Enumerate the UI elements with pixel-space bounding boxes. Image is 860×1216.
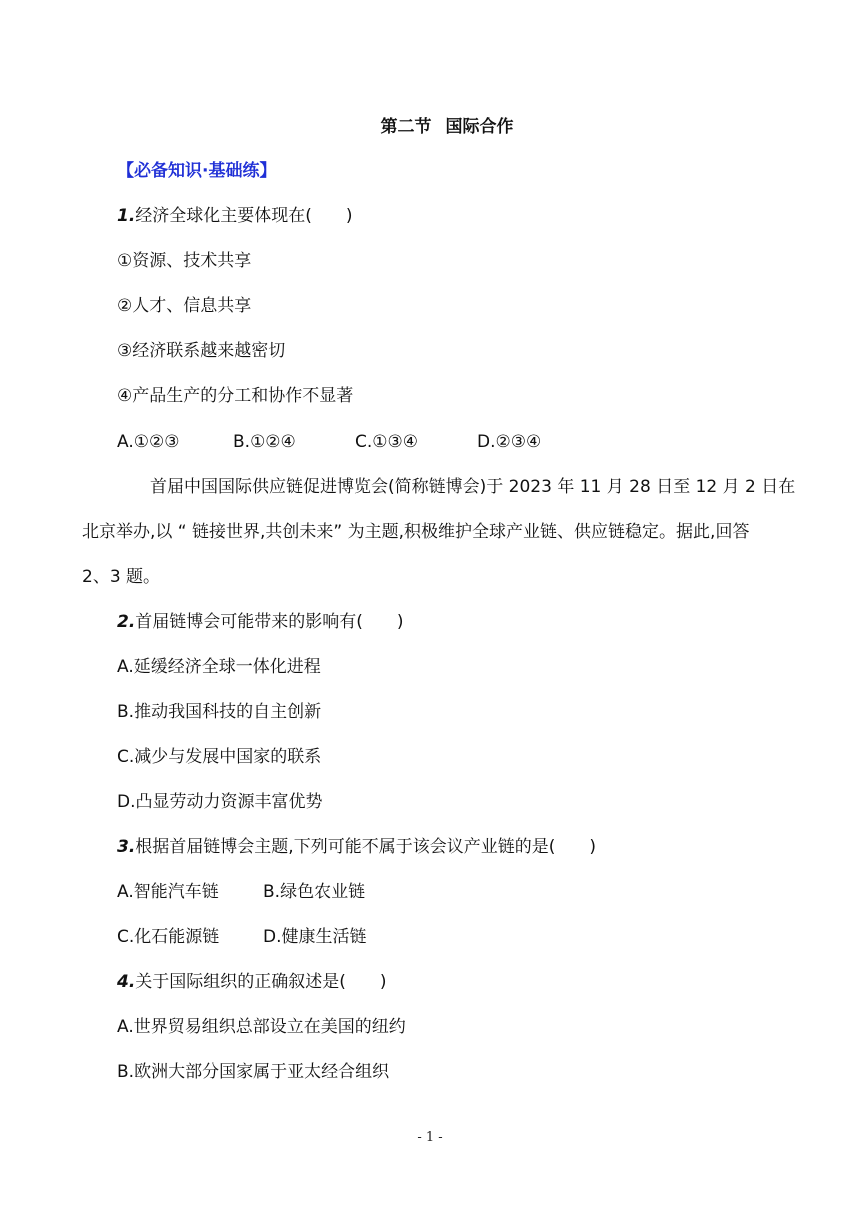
question-3-option-d: D.健康生活链 <box>263 927 367 947</box>
question-2-number: 2. <box>117 612 136 632</box>
question-1-item-1: ①资源、技术共享 <box>117 251 252 271</box>
question-1 <box>117 205 353 227</box>
question-1-item-2: ②人才、信息共享 <box>117 296 252 316</box>
question-4 <box>117 971 387 993</box>
passage-line-1: 首届中国国际供应链促进博览会(简称链博会)于 2023 年 11 月 28 日至 12 月 2 日在 <box>150 477 796 497</box>
question-1-option-a: A.①②③ <box>117 432 180 452</box>
question-3-options-row-2 <box>117 926 367 948</box>
question-1-stem: 经济全球化主要体现在( ) <box>135 206 353 226</box>
question-1-option-c: C.①③④ <box>355 432 418 452</box>
question-3-option-a: A.智能汽车链 <box>117 882 219 902</box>
section-label: 【必备知识·基础练】 <box>117 161 277 181</box>
question-2-stem: 首届链博会可能带来的影响有( ) <box>135 612 404 632</box>
passage-line-3: 2、3 题。 <box>82 567 161 587</box>
question-1-option-d: D.②③④ <box>477 432 542 452</box>
question-4-number: 4. <box>117 972 136 992</box>
question-3-option-c: C.化石能源链 <box>117 927 220 947</box>
question-2-option-d: D.凸显劳动力资源丰富优势 <box>117 792 323 812</box>
question-4-stem: 关于国际组织的正确叙述是( ) <box>135 972 387 992</box>
passage-line-2: 北京举办,以 “ 链接世界,共创未来” 为主题,积极维护全球产业链、供应链稳定。据此,回答 <box>82 522 750 542</box>
question-1-number: 1. <box>117 206 136 226</box>
question-4-option-a: A.世界贸易组织总部设立在美国的纽约 <box>117 1017 406 1037</box>
title-text: 国际合作 <box>445 117 514 137</box>
question-4-option-b: B.欧洲大部分国家属于亚太经合组织 <box>117 1062 390 1082</box>
question-2 <box>117 611 404 633</box>
question-2-option-b: B.推动我国科技的自主创新 <box>117 702 322 722</box>
question-1-options <box>117 431 541 453</box>
question-2-option-c: C.减少与发展中国家的联系 <box>117 747 322 767</box>
question-3 <box>117 836 596 858</box>
page-number: - 1 - <box>417 1130 443 1145</box>
question-3-options-row-1 <box>117 881 365 903</box>
question-1-item-3: ③经济联系越来越密切 <box>117 341 286 361</box>
question-1-item-4: ④产品生产的分工和协作不显著 <box>117 386 354 406</box>
title-section-number: 第二节 <box>380 117 432 137</box>
question-3-number: 3. <box>117 837 136 857</box>
question-1-option-b: B.①②④ <box>233 432 296 452</box>
question-2-option-a: A.延缓经济全球一体化进程 <box>117 657 321 677</box>
question-3-option-b: B.绿色农业链 <box>263 882 366 902</box>
question-3-stem: 根据首届链博会主题,下列可能不属于该会议产业链的是( ) <box>135 837 596 857</box>
page-title <box>0 116 860 138</box>
